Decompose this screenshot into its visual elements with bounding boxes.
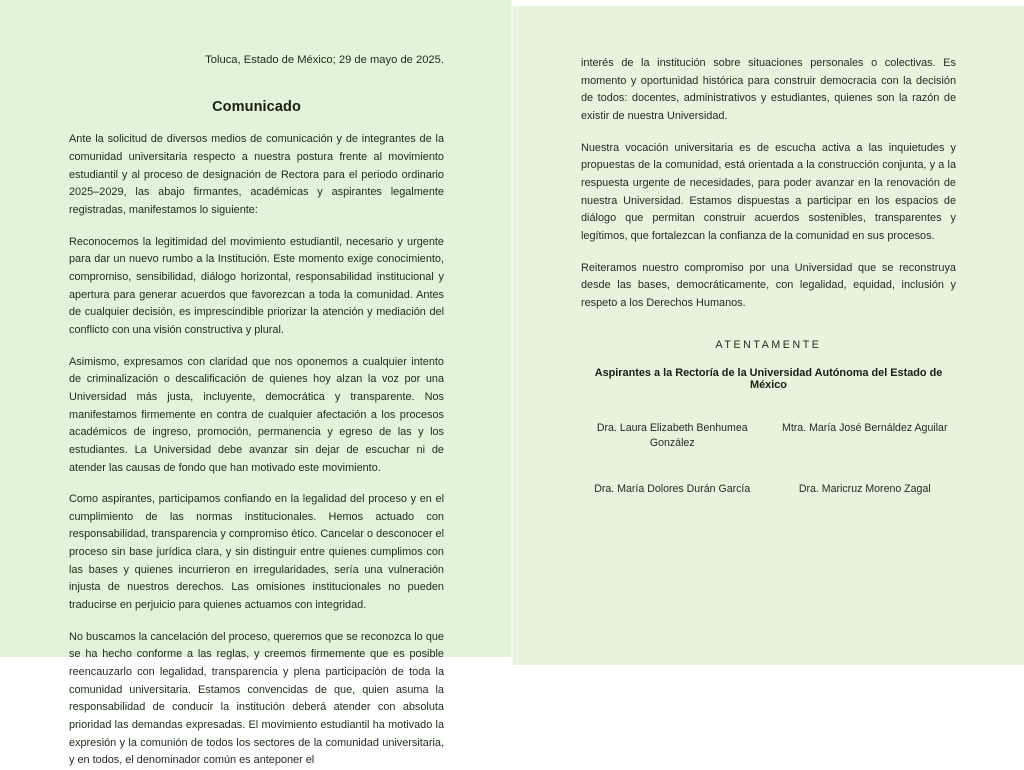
page-title: Comunicado [212, 99, 301, 116]
paragraph: Reconocemos la legitimidad del movimiento estudiantil, necesario y urgente para dar un nuevo rumbo a la Institución. Este momento exige conocimiento, compromiso, sensibilidad, diálogo horizontal, responsabilidad institucional y apertura para generar acuerdos que favorezcan a toda la comunidad. Antes de cualquier decisión, es imprescindible priorizar la atención y mediación del conflicto con una visión constructiva y plural. [69, 235, 444, 336]
dateline: Toluca, Estado de México; 29 de mayo de 2025. [205, 54, 444, 66]
paragraph: No buscamos la cancelación del proceso, queremos que se reconozca lo que se ha hecho conforme a las reglas, y creemos firmemente que es posible reencauzarlo con legalidad, transparencia y plena participación de toda la comunidad universitaria. Estamos convencidas de que, quien asuma la responsabilidad de conducir la institución deberá atender con absoluta prioridad las demandas expresadas. El movimiento estudiantil ha motivado la expresión y la comunión de todos los sectores de la comunidad universitaria, y en todos, el denominador común es anteponer el [69, 630, 444, 767]
signatory-name: Dra. María Dolores Durán García [594, 483, 751, 496]
paragraph: Ante la solicitud de diversos medios de comunicación y de integrantes de la comunidad universitaria respecto a nuestra postura frente al movimiento estudiantil y al proceso de designación de Rectora para el periodo ordinario 2025–2029, las abajo firmantes, académicas y aspirantes legalmente registradas, manifestamos lo siguiente: [69, 133, 444, 216]
paragraph: Asimismo, expresamos con claridad que nos oponemos a cualquier intento de criminalización o descalificación de quienes hoy alzan la voz por una Universidad más justa, incluyente, democrática y transparente. Nos manifestamos firmemente en contra de cualquier afectación a los procesos académicos de ingreso, promoción, permanencia y egreso de las y los estudiantes. La Universidad debe avanzar sin dejar de escuchar ni de atender las causas de fondo que han motivado este movimiento. [69, 355, 444, 474]
left-page-content [69, 52, 444, 770]
paragraph: Nuestra vocación universitaria es de escucha activa a las inquietudes y propuestas de la comunidad, está orientada a la construcción conjunta, y a la respuesta urgente de necesidades, para poder avanzar en la renovación de nuestra Universidad. Estamos dispuestas a participar en los espacios de diálogo que permitan construir acuerdos sostenibles, transparentes y legítimos, que fortalezcan la confianza de la comunidad en sus procesos. [581, 141, 956, 242]
signature-grid [581, 421, 956, 499]
closing-salutation: ATENTAMENTE [715, 338, 822, 351]
signatory-name: Dra. Maricruz Moreno Zagal [798, 483, 931, 496]
closing-role: Aspirantes a la Rectoría de la Universidad Autónoma del Estado de México [594, 366, 943, 391]
paragraph: interés de la institución sobre situaciones personales o colectivas. Es momento y oportunidad histórica para construir democracia con la decisión de todos: docentes, administrativos y estudiantes, quienes son la razón de existir de nuestra Universidad. [581, 57, 956, 122]
signatory-name: Dra. Laura Elizabeth Benhumea González [596, 421, 748, 450]
signatory-name: Mtra. María José Bernáldez Aguilar [782, 421, 948, 434]
paragraph: Reiteramos nuestro compromiso por una Universidad que se reconstruya desde las bases, democráticamente, con legalidad, equidad, inclusión y respeto a los Derechos Humanos. [581, 261, 956, 309]
paragraph: Como aspirantes, participamos confiando en la legalidad del proceso y en el cumplimiento de las normas institucionales. Hemos actuado con responsabilidad, transparencia y compromiso ético. Cancelar o desconocer el proceso sin base jurídica clara, y sin distinguir entre quienes cumplimos con las bases y quienes incurrieron en irregularidades, sería una vulneración injusta de nuestros derechos. Las omisiones institucionales no pueden traducirse en perjuicio para quienes actuamos con integridad. [69, 493, 444, 612]
closing-block [581, 339, 956, 499]
right-page-content [581, 55, 956, 498]
page-gutter-seam [511, 0, 513, 665]
